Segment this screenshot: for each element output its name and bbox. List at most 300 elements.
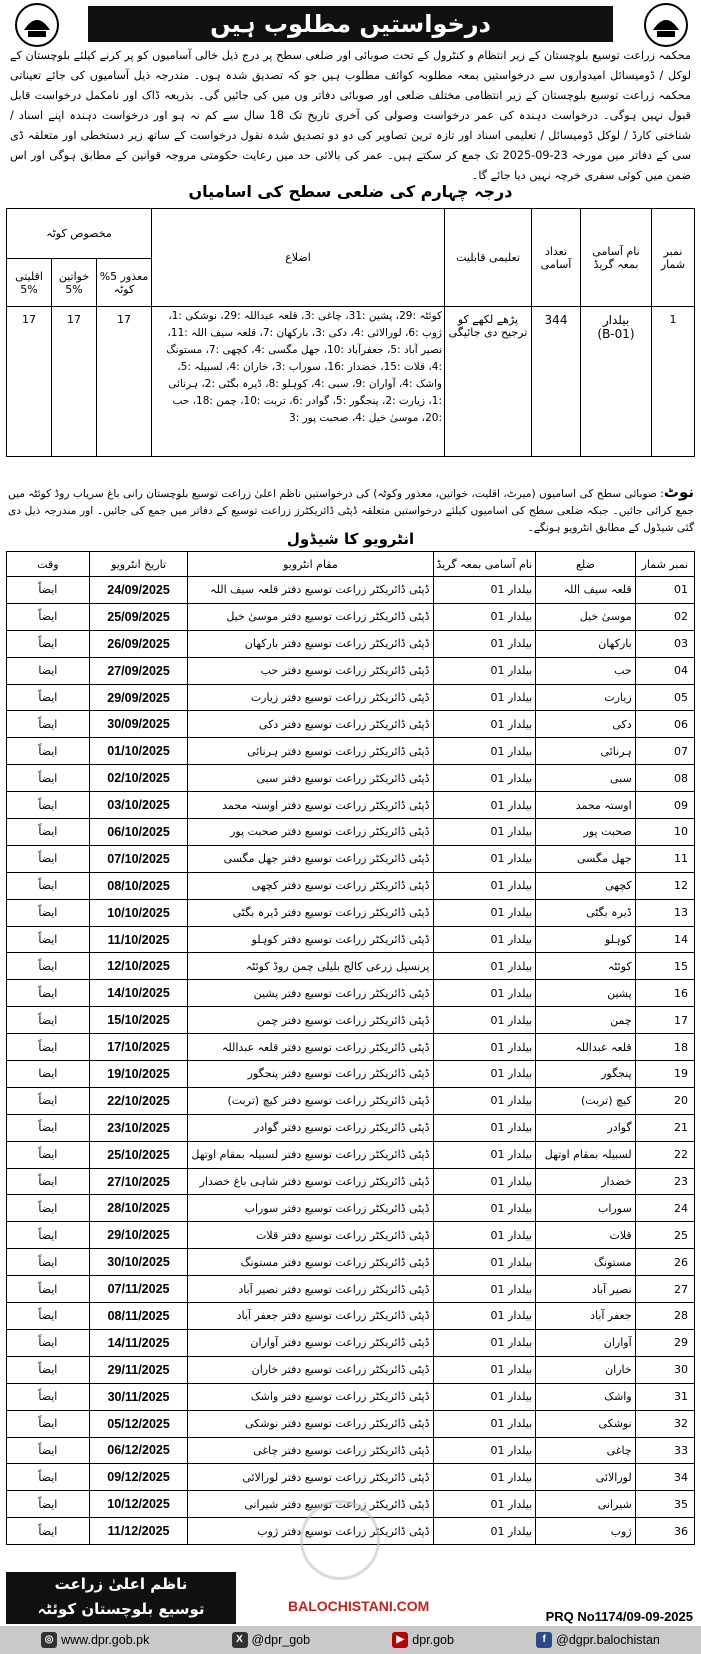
schedule-row [7,577,695,604]
schedule-district: پنجگور [536,1061,635,1088]
schedule-district: جھل مگسی [536,845,635,872]
schedule-row [7,630,695,657]
schedule-time: ایضاً [7,1168,90,1195]
signature-block [6,1572,236,1624]
schedule-serial: 08 [635,765,694,792]
schedule-post: بیلدار 01 [433,1141,536,1168]
schedule-post: بیلدار 01 [433,1464,536,1491]
youtube-icon: ▶ [392,1632,408,1648]
row-post-title: بیلدار [602,313,630,327]
schedule-date: 25/10/2025 [89,1141,188,1168]
schedule-district: کچھی [536,872,635,899]
schedule-post: بیلدار 01 [433,953,536,980]
schedule-venue: ڈپٹی ڈائریکٹر زراعت توسیع دفتر لورالائی [188,1464,433,1491]
schedule-venue: ڈپٹی ڈائریکٹر زراعت توسیع دفتر شیرانی [188,1491,433,1518]
schedule-time: ایضاً [7,738,90,765]
header-districts: اضلاع [152,209,445,307]
header-disabled-quota: معذور 5% کوٹہ [97,259,152,307]
schedule-post: بیلدار 01 [433,926,536,953]
schedule-date: 27/10/2025 [89,1168,188,1195]
schedule-district: اوستہ محمد [536,792,635,819]
schedule-row [7,711,695,738]
signature-line-1: ناظم اعلیٰ زراعت [54,1575,188,1593]
schedule-serial: 23 [635,1168,694,1195]
header-special-quota: مخصوص کوٹہ [7,209,152,259]
schedule-post: بیلدار 01 [433,1114,536,1141]
schedule-post: بیلدار 01 [433,792,536,819]
schedule-row [7,765,695,792]
schedule-time: ایضاً [7,630,90,657]
schedule-serial: 14 [635,926,694,953]
schedule-district: ژوب [536,1518,635,1545]
schedule-venue: ڈپٹی ڈائریکٹر زراعت توسیع دفتر دکی [188,711,433,738]
schedule-serial: 27 [635,1276,694,1303]
schedule-date: 06/12/2025 [89,1437,188,1464]
schedule-post: بیلدار 01 [433,630,536,657]
schedule-serial: 35 [635,1491,694,1518]
row-women: 17 [52,307,97,457]
schedule-date: 17/10/2025 [89,1034,188,1061]
schedule-district: نوشکی [536,1410,635,1437]
page-title: درخواستیں مطلوب ہیں [88,6,613,42]
schedule-date: 23/10/2025 [89,1114,188,1141]
schedule-venue: ڈپٹی ڈائریکٹر زراعت توسیع دفتر ڈیرہ بگٹی [188,899,433,926]
row-districts: کوئٹہ :29، پشین :31، چاغی :3، قلعہ عبداللہ :29، نوشکی :1، ژوب :6، لورالائی :4، دکی :3، بارکھان :7، قلعہ سیف اللہ :11، نصیر آباد :5، جعفرآباد :10، جھل مگسی :4، کچھی :7، مستونگ :4، قلات :15، خضدار :16، سوراب :3، خاران :4، لسبیلہ :5، واشک :4، آواران :9، سبی :4، کوہلو :8، ڈیرہ بگٹی :2، ہرنائی :1، زیارت :2، پنجگور :5، گوادر :6، تربت :10، چمن :18، حب :20، موسیٰ خیل :4، صحبت پور :3 [152,307,445,457]
schedule-serial: 09 [635,792,694,819]
schedule-district: بارکھان [536,630,635,657]
prq-number: PRQ No1174/09-09-2025 [545,1609,693,1624]
schedule-header-district: ضلع [536,552,635,577]
schedule-time: ایضاً [7,819,90,846]
schedule-time: ایضاً [7,1195,90,1222]
schedule-district: دکی [536,711,635,738]
schedule-serial: 29 [635,1329,694,1356]
signature-line-2: توسیع بلوچستان کوئٹہ [37,1600,205,1618]
schedule-venue: ڈپٹی ڈائریکٹر زراعت توسیع دفتر شاہی باغ خضدار [188,1168,433,1195]
header-serial: نمبر شمار [652,209,695,307]
schedule-venue: ڈپٹی ڈائریکٹر زراعت توسیع دفتر نصیر آباد [188,1276,433,1303]
schedule-time: ایضاً [7,1114,90,1141]
schedule-date: 11/10/2025 [89,926,188,953]
schedule-venue: ڈپٹی ڈائریکٹر زراعت توسیع دفتر چمن [188,1007,433,1034]
schedule-district: مستونگ [536,1249,635,1276]
schedule-date: 30/11/2025 [89,1383,188,1410]
schedule-date: 02/10/2025 [89,765,188,792]
schedule-district: سوراب [536,1195,635,1222]
schedule-venue: ڈپٹی ڈائریکٹر زراعت توسیع دفتر مستونگ [188,1249,433,1276]
schedule-row [7,872,695,899]
schedule-venue: ڈپٹی ڈائریکٹر زراعت توسیع دفتر واشک [188,1383,433,1410]
schedule-date: 10/10/2025 [89,899,188,926]
schedule-serial: 36 [635,1518,694,1545]
schedule-post: بیلدار 01 [433,1168,536,1195]
social-x-text: @dpr_gob [251,1633,311,1647]
schedule-row [7,684,695,711]
schedule-time: ایضا [7,1061,90,1088]
schedule-serial: 24 [635,1195,694,1222]
schedule-header-post: نام آسامی بمعہ گریڈ [433,552,536,577]
schedule-row [7,1087,695,1114]
schedule-row [7,1168,695,1195]
schedule-venue: ڈپٹی ڈائریکٹر زراعت توسیع دفتر قلات [188,1222,433,1249]
schedule-serial: 25 [635,1222,694,1249]
schedule-date: 07/10/2025 [89,845,188,872]
schedule-post: بیلدار 01 [433,1249,536,1276]
balochistan-emblem-right [643,2,689,48]
row-post [581,307,652,457]
schedule-time: ایضاً [7,872,90,899]
schedule-post: بیلدار 01 [433,1034,536,1061]
schedule-date: 10/12/2025 [89,1491,188,1518]
schedule-venue: ڈپٹی ڈائریکٹر زراعت توسیع دفتر کوہلو [188,926,433,953]
schedule-row [7,819,695,846]
schedule-serial: 04 [635,657,694,684]
schedule-time: ایضاً [7,792,90,819]
section-title-district-posts: درجہ چہارم کی ضلعی سطح کی اسامیاں [188,182,513,201]
schedule-district: قلعہ عبداللہ [536,1034,635,1061]
schedule-time: ایضاً [7,953,90,980]
schedule-venue: ڈپٹی ڈائریکٹر زراعت توسیع دفتر بارکھان [188,630,433,657]
schedule-date: 29/09/2025 [89,684,188,711]
schedule-post: بیلدار 01 [433,1356,536,1383]
schedule-post: بیلدار 01 [433,1329,536,1356]
schedule-row [7,1303,695,1330]
schedule-date: 03/10/2025 [89,792,188,819]
schedule-post: بیلدار 01 [433,819,536,846]
schedule-time: ایضاً [7,1491,90,1518]
schedule-date: 14/11/2025 [89,1329,188,1356]
schedule-row [7,1114,695,1141]
globe-icon: ◎ [41,1632,57,1648]
x-icon: X [232,1632,248,1648]
schedule-serial: 22 [635,1141,694,1168]
schedule-date: 08/11/2025 [89,1303,188,1330]
schedule-post: بیلدار 01 [433,657,536,684]
schedule-date: 29/11/2025 [89,1356,188,1383]
schedule-post: بیلدار 01 [433,1303,536,1330]
schedule-venue: ڈپٹی ڈائریکٹر زراعت توسیع دفتر ژوب [188,1518,433,1545]
schedule-district: نصیر آباد [536,1276,635,1303]
schedule-date: 22/10/2025 [89,1087,188,1114]
schedule-time: ایضا [7,657,90,684]
schedule-post: بیلدار 01 [433,1007,536,1034]
schedule-venue: ڈپٹی ڈائریکٹر زراعت توسیع دفتر موسیٰ خیل [188,603,433,630]
schedule-district: حب [536,657,635,684]
schedule-serial: 05 [635,684,694,711]
schedule-serial: 19 [635,1061,694,1088]
schedule-time: ایضاً [7,765,90,792]
schedule-row [7,792,695,819]
schedule-time: ایضاً [7,1276,90,1303]
schedule-row [7,1222,695,1249]
schedule-date: 26/09/2025 [89,630,188,657]
schedule-row [7,845,695,872]
schedule-post: بیلدار 01 [433,603,536,630]
schedule-venue: ڈپٹی ڈائریکٹر زراعت توسیع دفتر اوستہ محمد [188,792,433,819]
schedule-serial: 31 [635,1383,694,1410]
schedule-row [7,926,695,953]
schedule-post: بیلدار 01 [433,684,536,711]
schedule-time: ایضاً [7,926,90,953]
header-minority-quota [7,259,52,307]
schedule-serial: 30 [635,1356,694,1383]
schedule-title: انٹرویو کا شیڈول [286,530,415,548]
schedule-serial: 16 [635,980,694,1007]
schedule-time: ایضاً [7,577,90,604]
schedule-post: بیلدار 01 [433,980,536,1007]
schedule-venue: ڈپٹی ڈائریکٹر زراعت توسیع دفتر سبی [188,765,433,792]
header-women-quota [52,259,97,307]
social-item-facebook[interactable] [536,1632,660,1648]
row-post-grade: (B-01) [597,327,635,341]
schedule-row [7,1437,695,1464]
schedule-time: ایضاً [7,1141,90,1168]
row-count: 344 [532,307,581,457]
schedule-serial: 02 [635,603,694,630]
schedule-date: 29/10/2025 [89,1222,188,1249]
schedule-row [7,899,695,926]
schedule-date: 15/10/2025 [89,1007,188,1034]
schedule-serial: 17 [635,1007,694,1034]
schedule-row [7,1195,695,1222]
schedule-serial: 03 [635,630,694,657]
schedule-district: چمن [536,1007,635,1034]
schedule-time: ایضاً [7,1464,90,1491]
post-row [7,307,695,457]
schedule-serial: 18 [635,1034,694,1061]
schedule-district: خاران [536,1356,635,1383]
schedule-date: 06/10/2025 [89,819,188,846]
social-item-youtube[interactable] [392,1632,454,1648]
schedule-time: ایضاً [7,899,90,926]
header-post: نام آسامی بمعہ گریڈ [581,209,652,307]
schedule-time: ایضاً [7,603,90,630]
schedule-row [7,980,695,1007]
schedule-venue: ڈپٹی ڈائریکٹر زراعت توسیع دفتر قلعہ عبداللہ [188,1034,433,1061]
schedule-venue: ڈپٹی ڈائریکٹر زراعت توسیع دفتر چاغی [188,1437,433,1464]
schedule-time: ایضاً [7,1356,90,1383]
schedule-district: موسیٰ خیل [536,603,635,630]
schedule-row [7,1061,695,1088]
schedule-venue: ڈپٹی ڈائریکٹر زراعت توسیع دفتر گوادر [188,1114,433,1141]
schedule-district: قلعہ سیف اللہ [536,577,635,604]
schedule-venue: ڈپٹی ڈائریکٹر زراعت توسیع دفتر پنجگور [188,1061,433,1088]
schedule-row [7,1356,695,1383]
schedule-district: ہرنائی [536,738,635,765]
schedule-post: بیلدار 01 [433,1276,536,1303]
schedule-row [7,1329,695,1356]
schedule-time: ایضاً [7,845,90,872]
schedule-row [7,603,695,630]
schedule-post: بیلدار 01 [433,711,536,738]
row-minority: 17 [7,307,52,457]
social-bar [0,1626,701,1654]
balochistan-emblem-left [14,2,60,48]
schedule-date: 28/10/2025 [89,1195,188,1222]
schedule-post: بیلدار 01 [433,1222,536,1249]
schedule-district: سبی [536,765,635,792]
schedule-venue: ڈپٹی ڈائریکٹر زراعت توسیع دفتر نوشکی [188,1410,433,1437]
schedule-header-date: تاریخ انٹرویو [89,552,188,577]
facebook-icon: f [536,1632,552,1648]
schedule-row [7,1249,695,1276]
schedule-row [7,1410,695,1437]
schedule-date: 12/10/2025 [89,953,188,980]
schedule-date: 30/09/2025 [89,711,188,738]
website-watermark[interactable]: BALOCHISTANI.COM [288,1598,430,1614]
schedule-post: بیلدار 01 [433,738,536,765]
schedule-time: ایضاً [7,711,90,738]
schedule-time: ایضاً [7,1437,90,1464]
schedule-venue: ڈپٹی ڈائریکٹر زراعت توسیع دفتر خاران [188,1356,433,1383]
schedule-serial: 20 [635,1087,694,1114]
schedule-post: بیلدار 01 [433,1410,536,1437]
schedule-time: ایضاً [7,1007,90,1034]
schedule-district: کوئٹہ [536,953,635,980]
schedule-district: کوہلو [536,926,635,953]
schedule-district: کیچ (تربت) [536,1087,635,1114]
schedule-date: 08/10/2025 [89,872,188,899]
schedule-header-venue: مقام انٹرویو [188,552,433,577]
schedule-district: خضدار [536,1168,635,1195]
schedule-venue: ڈپٹی ڈائریکٹر زراعت توسیع دفتر پشین [188,980,433,1007]
schedule-post: بیلدار 01 [433,872,536,899]
schedule-serial: 01 [635,577,694,604]
schedule-serial: 12 [635,872,694,899]
schedule-post: بیلدار 01 [433,1061,536,1088]
schedule-date: 07/11/2025 [89,1276,188,1303]
interview-schedule-table [6,551,695,1545]
social-facebook-text: @dgpr.balochistan [556,1633,660,1647]
schedule-date: 30/10/2025 [89,1249,188,1276]
schedule-row [7,1464,695,1491]
schedule-venue: ڈپٹی ڈائریکٹر زراعت توسیع دفتر جعفر آباد [188,1303,433,1330]
note-text: : صوبائی سطح کی اسامیوں (میرٹ، اقلیت، خواتین، معذور وکوٹہ) کی درخواستیں ناظم اعلیٰ زراعت توسیع بلوچستان رانی باغ سریاب روڈ کوئٹہ میں جمع کرائی جائیں۔ جبکہ ضلعی سطح کی اسامیوں کیلئے درخواستیں متعلقہ ڈپٹی ڈائریکٹرز زراعت توسیع کے دفاتر میں جمع کی جائیں۔ اور مندرجہ ذیل دی گئی شیڈول کے مطابق انٹرویو ہونگے۔ [8,488,694,534]
schedule-district: صحبت پور [536,819,635,846]
schedule-time: ایضاً [7,1329,90,1356]
schedule-serial: 15 [635,953,694,980]
note-label: نوٹ [663,483,694,501]
schedule-post: بیلدار 01 [433,1383,536,1410]
schedule-time: ایضاً [7,1410,90,1437]
schedule-time: ایضاً [7,1249,90,1276]
schedule-row [7,953,695,980]
schedule-serial: 10 [635,819,694,846]
schedule-venue: ڈپٹی ڈائریکٹر زراعت توسیع دفتر سوراب [188,1195,433,1222]
header-minority-label: اقلیتی [15,269,43,283]
schedule-header-serial: نمبر شمار [635,552,694,577]
schedule-district: پشین [536,980,635,1007]
schedule-serial: 07 [635,738,694,765]
schedule-post: بیلدار 01 [433,765,536,792]
schedule-row [7,1141,695,1168]
schedule-time: ایضاً [7,1034,90,1061]
header-women-pct: 5% [65,282,83,296]
social-website-text: www.dpr.gob.pk [61,1633,150,1647]
schedule-date: 11/12/2025 [89,1518,188,1545]
schedule-time: ایضاً [7,980,90,1007]
schedule-serial: 26 [635,1249,694,1276]
schedule-time: ایضاً [7,1383,90,1410]
schedule-row [7,657,695,684]
schedule-date: 19/10/2025 [89,1061,188,1088]
social-item-website[interactable] [41,1632,149,1648]
schedule-district: لورالائی [536,1464,635,1491]
schedule-post: بیلدار 01 [433,1437,536,1464]
schedule-venue: ڈپٹی ڈائریکٹر زراعت توسیع دفتر قلعہ سیف اللہ [188,577,433,604]
schedule-district: شیرانی [536,1491,635,1518]
schedule-district: قلات [536,1222,635,1249]
schedule-district: واشک [536,1383,635,1410]
schedule-date: 27/09/2025 [89,657,188,684]
schedule-venue: ڈپٹی ڈائریکٹر زراعت توسیع دفتر ہرنائی [188,738,433,765]
row-serial: 1 [652,307,695,457]
schedule-district: ڈیرہ بگٹی [536,899,635,926]
schedule-date: 09/12/2025 [89,1464,188,1491]
schedule-date: 24/09/2025 [89,577,188,604]
schedule-header-time: وقت [7,552,90,577]
schedule-row [7,1007,695,1034]
row-qualification: پڑھے لکھے کو ترجیح دی جائیگی [445,307,532,457]
row-disabled: 17 [97,307,152,457]
schedule-post: بیلدار 01 [433,1087,536,1114]
schedule-time: ایضاً [7,1303,90,1330]
social-item-x[interactable] [232,1632,311,1648]
schedule-venue: ڈپٹی ڈائریکٹر زراعت توسیع دفتر آواران [188,1329,433,1356]
schedule-venue: ڈپٹی ڈائریکٹر زراعت توسیع دفتر حب [188,657,433,684]
schedule-date: 25/09/2025 [89,603,188,630]
schedule-time: ایضاً [7,1087,90,1114]
schedule-serial: 11 [635,845,694,872]
schedule-post: بیلدار 01 [433,845,536,872]
schedule-district: جعفر آباد [536,1303,635,1330]
schedule-district: زیارت [536,684,635,711]
header-count: تعداد آسامی [532,209,581,307]
schedule-venue: ڈپٹی ڈائریکٹر زراعت توسیع دفتر صحبت پور [188,819,433,846]
schedule-venue: پرنسپل زرعی کالج بلیلی چمن روڈ کوئٹہ [188,953,433,980]
schedule-date: 05/12/2025 [89,1410,188,1437]
schedule-time: ایضاً [7,1518,90,1545]
schedule-time: ایضاً [7,1222,90,1249]
schedule-time: ایضاً [7,684,90,711]
schedule-post: بیلدار 01 [433,577,536,604]
schedule-district: آواران [536,1329,635,1356]
schedule-district: لسبیلہ بمقام اوتھل [536,1141,635,1168]
schedule-venue: ڈپٹی ڈائریکٹر زراعت توسیع دفتر جھل مگسی [188,845,433,872]
intro-paragraph: محکمہ زراعت توسیع بلوچستان کے زیر انتظام و کنٹرول کے تحت صوبائی اور ضلعی سطح پر درج ذیل خالی آسامیوں کو پر کرنے کیلئے بلوچستان کے لوکل / ڈومیسائل امیدواروں سے درخواستیں بمعہ مطلوبہ کوائف مطلوب ہیں جو کہ تصدیق شدہ ہوں۔ مندرجہ ذیل آسامیوں کی جائے تعیناتی محکمہ زراعت توسیع بلوچستان کے زیر انتظامی مختلف ضلعی اور صوبائی دفاتر وں میں کی جائیں گی۔ بذریعہ ڈاک اور نامکمل درخواست قابل قبول نہیں ہوگی۔ درخواست دہندہ کی عمر درخواست وصولی کی آخری تاریخ تک 18 سال سے کم نہ ہو اور درخواست دہندہ اپنے اسناد / شناختی کارڈ / لوکل ڈومیسائل / تعلیمی اسناد اور تازہ ترین تصاویر کی دو دو تصدیق شدہ نقول درخواست کے ساتھ زیر دستخطی اور متعلقہ ڈی سی کے دفاتر میں مورخہ 23-09-2025 تک جمع کر سکتے ہیں۔ عمر کی بالائی حد میں رعایت حکومتی مروجہ قوانین کے مطابق ہوگی اور اس ضمن میں کوئی سفری خرچہ نہیں دیا جائے گا۔ [10,49,691,182]
schedule-post: بیلدار 01 [433,1195,536,1222]
watermark-stamp [300,1500,380,1580]
schedule-row [7,1383,695,1410]
schedule-row [7,1276,695,1303]
schedule-venue: ڈپٹی ڈائریکٹر زراعت توسیع دفتر لسبیلہ بمقام اوتھل [188,1141,433,1168]
header-women-label: خواتین [58,269,90,283]
schedule-venue: ڈپٹی ڈائریکٹر زراعت توسیع دفتر کیچ (تربت) [188,1087,433,1114]
schedule-post: بیلدار 01 [433,1491,536,1518]
schedule-row [7,738,695,765]
posts-table [6,208,695,457]
header-minority-pct: 5% [20,282,38,296]
schedule-venue: ڈپٹی ڈائریکٹر زراعت توسیع دفتر زیارت [188,684,433,711]
schedule-serial: 33 [635,1437,694,1464]
schedule-post: بیلدار 01 [433,899,536,926]
schedule-district: گوادر [536,1114,635,1141]
header-qualification: تعلیمی قابلیت [445,209,532,307]
schedule-post: بیلدار 01 [433,1518,536,1545]
schedule-serial: 21 [635,1114,694,1141]
schedule-serial: 32 [635,1410,694,1437]
schedule-serial: 28 [635,1303,694,1330]
